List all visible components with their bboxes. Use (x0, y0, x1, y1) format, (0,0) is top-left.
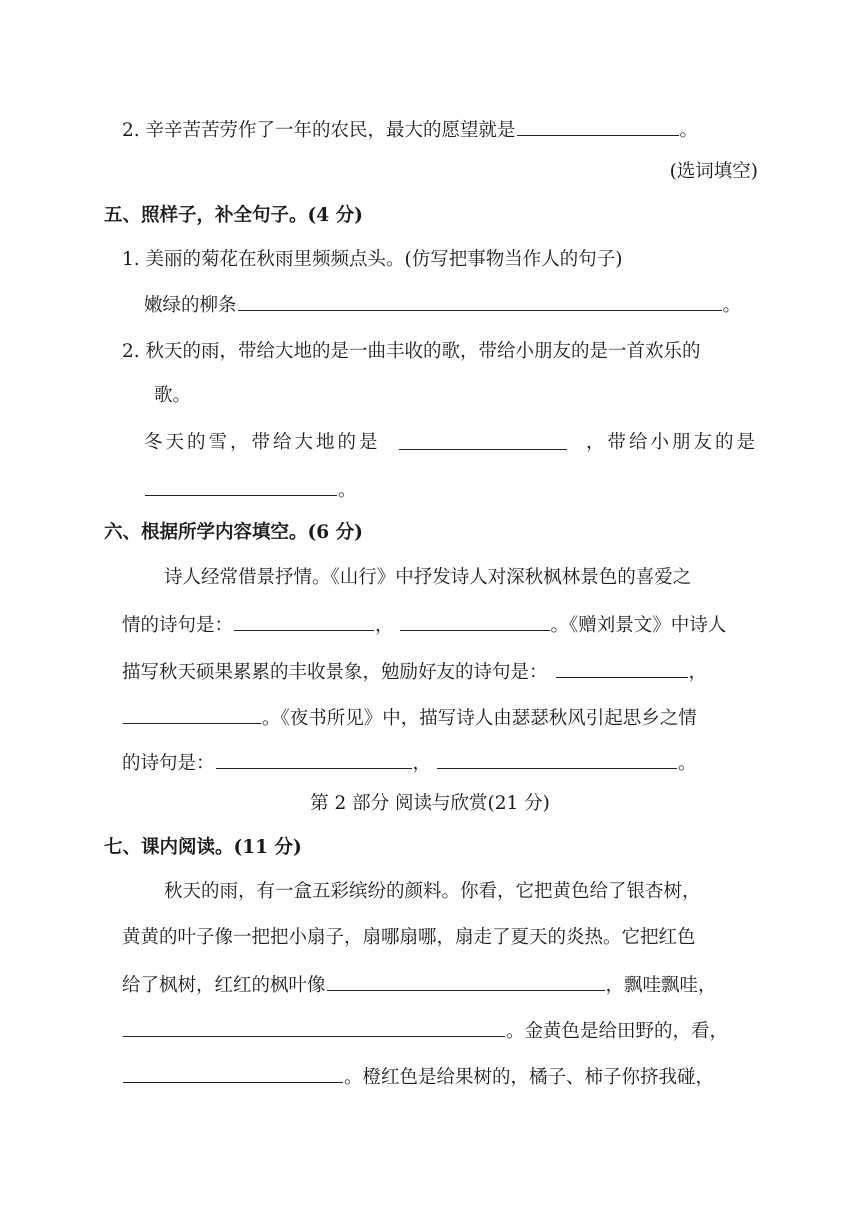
s7-line1: 秋天的雨，有一盒五彩缤纷的颜料。你看，它把黄色给了银杏树， (164, 881, 701, 902)
s5-item2-end: 。 (338, 480, 357, 501)
s6-line1: 诗人经常借景抒情。《山行》中抒发诗人对深秋枫林景色的喜爱之 (164, 567, 692, 588)
s7-line4-a: 。金黄色是给田野的，看， (506, 1021, 729, 1042)
answer-blank[interactable] (437, 750, 677, 769)
s6-line3-a: 描写秋天硕果累累的丰收景象，勉励好友的诗句是： (122, 662, 548, 683)
s7-line4 (122, 1018, 728, 1044)
s6-line2-a: 情的诗句是： (122, 615, 234, 636)
section7-heading: 七、课内阅读。(11 分) (104, 837, 302, 858)
s6-line5-a: 的诗句是： (122, 753, 215, 774)
answer-blank[interactable] (238, 292, 722, 311)
answer-blank[interactable] (123, 1064, 343, 1083)
s6-line4-a: 。《夜书所见》中，描写诗人由瑟瑟秋风引起思乡之情 (262, 708, 697, 729)
s5-item2-fill-a: 冬天的雪，带给大地的是 (144, 432, 381, 453)
s5-item1-lead: 嫩绿的柳条 (144, 295, 237, 316)
s7-line5 (122, 1064, 714, 1090)
s5-item1-end: 。 (722, 295, 742, 316)
s6-line2-c: 。《赠刘景文》中诗人 (550, 615, 727, 636)
s5-item2-fill-line2 (144, 477, 357, 503)
s6-line5-c: 。 (678, 753, 697, 774)
s5-item1-answer-line (144, 292, 741, 318)
part2-title: 第 2 部分 阅读与欣赏(21 分) (310, 793, 550, 814)
answer-blank[interactable] (123, 1018, 505, 1037)
q4-item2-text: 2. 辛辛苦苦劳作了一年的农民，最大的愿望就是 (122, 120, 516, 141)
q4-note: (选词填空) (669, 161, 758, 182)
answer-blank[interactable] (399, 431, 567, 450)
answer-blank[interactable] (234, 612, 374, 631)
section6-heading: 六、根据所学内容填空。(6 分) (104, 522, 363, 543)
s5-item2-fill-line (144, 431, 758, 455)
answer-blank[interactable] (327, 972, 605, 991)
s6-line3-b: ， (688, 662, 708, 683)
s5-item1-prompt: 1. 美丽的菊花在秋雨里频频点头。(仿写把事物当作人的句子) (122, 249, 623, 270)
answer-blank[interactable] (517, 117, 679, 136)
s6-line5-b: ， (412, 753, 432, 774)
s7-line3-b: ，飘哇飘哇， (605, 975, 717, 996)
s5-item2-fill-b: ，带给小朋友的是 (585, 432, 758, 453)
answer-blank[interactable] (400, 612, 550, 631)
s7-line5-a: 。橙红色是给果树的，橘子、柿子你挤我碰， (344, 1067, 715, 1088)
s6-line2 (122, 612, 726, 638)
s7-line3 (122, 972, 717, 998)
s7-line2: 黄黄的叶子像一把把小扇子，扇哪扇哪，扇走了夏天的炎热。它把红色 (122, 927, 696, 948)
s7-line3-a: 给了枫树，红红的枫叶像 (122, 975, 326, 996)
s6-line2-b: ， (375, 615, 394, 636)
s5-item2-line2: 歌。 (154, 385, 192, 406)
section5-heading: 五、照样子，补全句子。(4 分) (104, 205, 363, 226)
answer-blank[interactable] (216, 750, 412, 769)
s6-line5 (122, 750, 697, 776)
s6-line4 (122, 705, 697, 731)
answer-blank[interactable] (145, 477, 337, 496)
answer-blank[interactable] (556, 659, 688, 678)
answer-blank[interactable] (123, 705, 261, 724)
s6-line3 (122, 659, 707, 685)
q4-item2-line (122, 117, 698, 143)
q4-item2-end: 。 (679, 120, 699, 141)
s5-item2-line1: 2. 秋天的雨，带给大地的是一曲丰收的歌，带给小朋友的是一首欢乐的 (122, 341, 701, 362)
